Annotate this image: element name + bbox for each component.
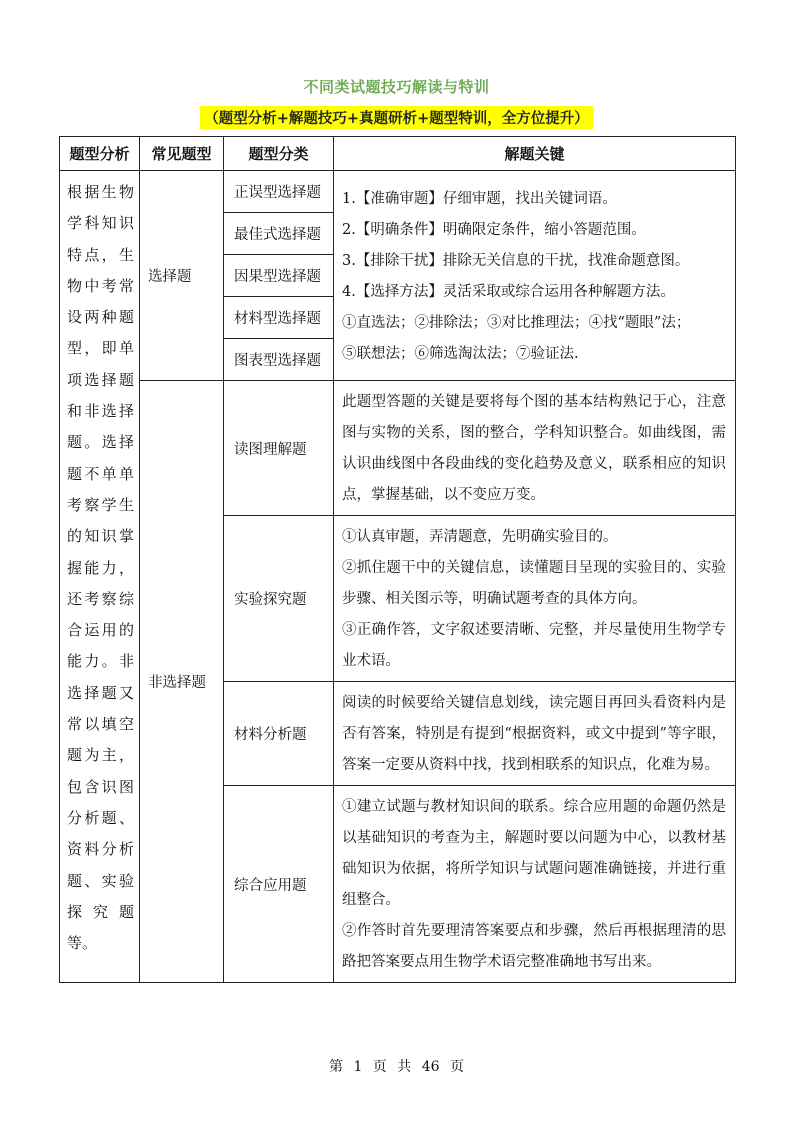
header-classification: 题型分类 [224,137,334,171]
header-key-points: 解题关键 [334,137,736,171]
analysis-cell: 根据生物学科知识特点，生物中考常设两种题型，即单项选择题和非选择题。选择题不单单考察学生的知识掌握能力，还考察综合运用的能力。非选择题又常以填空题为主，包含识图分析题、资料分析题、实验探究题等。 [60,171,140,983]
key-line: ③正确作答，文字叙述要清晰、完整，并尽量使用生物学专业术语。 [342,622,726,669]
key-line: ①直选法；②排除法；③对比推理法；④找“题眼”法； [342,314,691,331]
key-line: ①建立试题与教材知识间的联系。综合应用题的命题仍然是以基础知识的考查为主，解题时要以问题为中心，以教材基础知识为依据，将所学知识与试题问题准确链接，并进行重组整合。 [342,799,726,908]
key-line: ⑤联想法；⑥筛选淘汰法；⑦验证法. [342,345,579,362]
key-cell [334,786,736,983]
table-row [60,171,736,213]
key-line: 阅读的时候要给关键信息划线，读完题目再回头看资料内是否有答案，特别是有提到“根据资料，或文中提到”等字眼，答案一定要从资料中找，找到相联系的知识点，化难为易。 [342,695,726,773]
key-line: 此题型答题的关键是要将每个图的基本结构熟记于心，注意图与实物的关系，图的整合，学科知识整合。如曲线图，需认识曲线图中各段曲线的变化趋势及意义，联系相应的知识点，掌握基础，以不变应万变。 [342,394,726,503]
key-cell [334,516,736,682]
header-analysis: 题型分析 [60,137,140,171]
subtype-cell: 材料型选择题 [224,297,334,339]
key-line: ②作答时首先要理清答案要点和步骤，然后再根据理清的思路把答案要点用生物学术语完整准确地书写出来。 [342,923,726,970]
question-type-table [59,136,736,983]
key-line: 4.【选择方法】灵活采取或综合运用各种解题方法。 [342,283,675,300]
header-common-type: 常见题型 [140,137,224,171]
document-subtitle: （题型分析+解题技巧+真题研析+题型特训，全方位提升） [200,106,592,129]
key-line: 1.【准确审题】仔细审题，找出关键词语。 [342,190,617,207]
table-row [60,381,736,516]
subtype-cell: 因果型选择题 [224,255,334,297]
document-title: 不同类试题技巧解读与特训 [303,78,490,96]
key-line: ①认真审题，弄清题意，先明确实验目的。 [342,529,618,545]
key-line: 3.【排除干扰】排除无关信息的干扰，找准命题意图。 [342,252,690,269]
subtype-cell: 最佳式选择题 [224,213,334,255]
subtype-cell: 图表型选择题 [224,339,334,381]
subtitle-wrap [0,106,793,129]
type-nonchoice: 非选择题 [140,381,224,983]
type-choice: 选择题 [140,171,224,381]
subtype-cell: 读图理解题 [224,381,334,516]
key-cell [334,682,736,786]
key-cell [334,381,736,516]
subtype-cell: 实验探究题 [224,516,334,682]
key-line: ②抓住题干中的关键信息，读懂题目呈现的实验目的、实验步骤、相关图示等，明确试题考查的具体方向。 [342,560,726,607]
subtype-cell: 正误型选择题 [224,171,334,213]
choice-key-cell [334,171,736,381]
key-line: 2.【明确条件】明确限定条件，缩小答题范围。 [342,221,646,238]
page-footer: 第 1 页 共 46 页 [329,1059,464,1075]
subtype-cell: 综合应用题 [224,786,334,983]
table-header-row [60,137,736,171]
subtype-cell: 材料分析题 [224,682,334,786]
